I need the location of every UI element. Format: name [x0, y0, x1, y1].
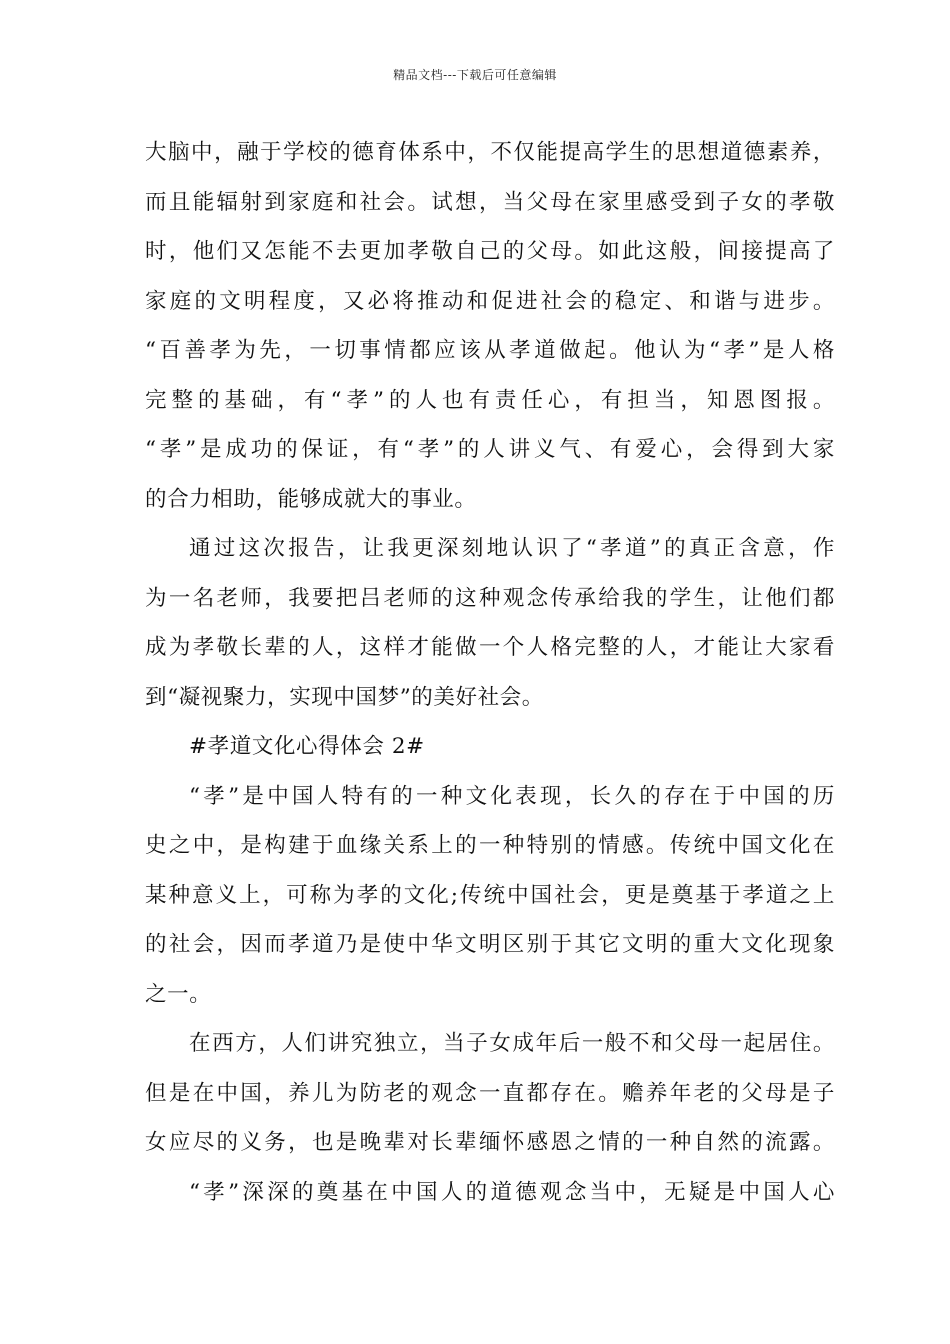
- text-line: 到“凝视聚力，实现中国梦”的美好社会。: [145, 684, 544, 710]
- text-line: 完整的基础，有“孝”的人也有责任心，有担当，知恩图报。: [145, 387, 835, 413]
- text-line: 在西方，人们讲究独立，当子女成年后一般不和父母一起居住。: [189, 1031, 835, 1056]
- text-line: #孝道文化心得体会 2#: [189, 734, 425, 759]
- text-line: 的社会，因而孝道乃是使中华文明区别于其它文明的重大文化现象: [145, 932, 835, 957]
- text-line: 的合力相助，能够成就大的事业。: [145, 486, 477, 512]
- text-line: 之一。: [145, 981, 212, 1007]
- text-line: “孝”深深的奠基在中国人的道德观念当中，无疑是中国人心: [189, 1179, 835, 1205]
- text-line: 时，他们又怎能不去更加孝敬自己的父母。如此这般，间接提高了: [145, 239, 835, 264]
- document-body: [145, 128, 835, 1217]
- text-line: 女应尽的义务，也是晚辈对长辈缅怀感恩之情的一种自然的流露。: [145, 1130, 835, 1155]
- text-line: 通过这次报告，让我更深刻地认识了“孝道”的真正含意，作: [189, 536, 835, 561]
- text-line: 为一名老师，我要把吕老师的这种观念传承给我的学生，让他们都: [145, 585, 835, 611]
- text-line: 大脑中，融于学校的德育体系中，不仅能提高学生的思想道德素养，: [145, 140, 835, 165]
- text-line: “孝”是成功的保证，有“孝”的人讲义气、有爱心，会得到大家: [145, 437, 835, 462]
- text-line: 家庭的文明程度，又必将推动和促进社会的稳定、和谐与进步。: [145, 288, 835, 314]
- text-line: 史之中，是构建于血缘关系上的一种特别的情感。传统中国文化在: [145, 833, 835, 858]
- page-header: 精品文档---下载后可任意编辑: [393, 68, 557, 82]
- text-line: 但是在中国，养儿为防老的观念一直都存在。赡养年老的父母是子: [145, 1080, 835, 1106]
- text-line: 成为孝敬长辈的人，这样才能做一个人格完整的人，才能让大家看: [145, 635, 835, 660]
- text-line: “百善孝为先，一切事情都应该从孝道做起。他认为“孝”是人格: [145, 338, 835, 363]
- text-line: “孝”是中国人特有的一种文化表现，长久的存在于中国的历: [189, 783, 835, 809]
- text-line: 而且能辐射到家庭和社会。试想，当父母在家里感受到子女的孝敬: [145, 189, 835, 215]
- text-line: 某种意义上，可称为孝的文化;传统中国社会，更是奠基于孝道之上: [145, 882, 835, 908]
